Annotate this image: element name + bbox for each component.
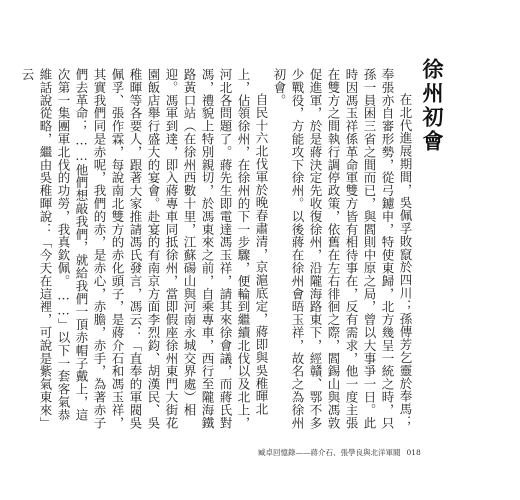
chapter-title: 徐州初會 xyxy=(420,58,445,154)
running-footer xyxy=(258,447,421,458)
paragraph-1: 在北代進展期間，吳佩孚敗竄於四川；孫傳芳乞靈於奉馬；奉張亦自審形勢，從弓鑢申，特使東歸，北方幾呈一統之時，只孫一員困三省之間而已，與閻則中原之局，曾以大事爭一日。此時因馮玉祥係革命軍雙方皆有相待事在，反有需求，他一度主張在雙方之間執行調停政策，依舊在左右徘徊之際，閻錫山與馮敦促進軍，於是蔣決定先收復徐州，沿隴海路東下，經贛、鄂不多少戰役，方能攻下徐州。以後蔣在徐州會晤玉祥，故名之為徐州初會。 xyxy=(272,68,413,430)
body-text xyxy=(18,68,414,433)
running-footer-subtitle: 蔣介石、張學良與北洋軍閥 xyxy=(310,448,401,457)
page-number: 018 xyxy=(406,448,421,457)
running-footer-dash: —— xyxy=(295,448,311,457)
running-footer-series: 臧卓回憶錄 xyxy=(258,448,296,457)
paragraph-2: 自民十六北伐軍於晚春肅清，京滬底定，蔣即與吳稚暉北上，佔領徐州，在徐州的下一步驟，便輪到繼續北伐以及北上，河北各問題了。蔣先生即電達馮玉祥，請其來徐會議，而蔣氏對馮，禮貌上特別親切，於馮東來之前，自乘專車，西行至隴海鐵路黃口站（在徐州西數十里，江蘇碭山與河南永城交界處）相迎。馮軍到達，即入蔣專車同抵徐州，當即假座徐州東門大街花園飯店舉行盛大的宴會。赴宴的有南京方面李烈鈞、胡漢民、吳稚暉等各要人，跟著大家推請馮氏發言，馮云：「直奉的軍閥吳佩孚、張作霖，每說南北雙方的赤化頭子，是蔣介石和馮玉祥，其實我們同是赤呢，我們的赤，是赤心，赤膽，赤手，為著赤子們去革命；……他們想敲我們，就給我們一頂赤帽子戴上，這次第一集團軍北伐的功勞，我真欽佩。……」以下一套客氣恭維話說從略，繼由吳稚暉說：「今天在這裡，可說是紫氣東來」云 xyxy=(20,68,269,430)
